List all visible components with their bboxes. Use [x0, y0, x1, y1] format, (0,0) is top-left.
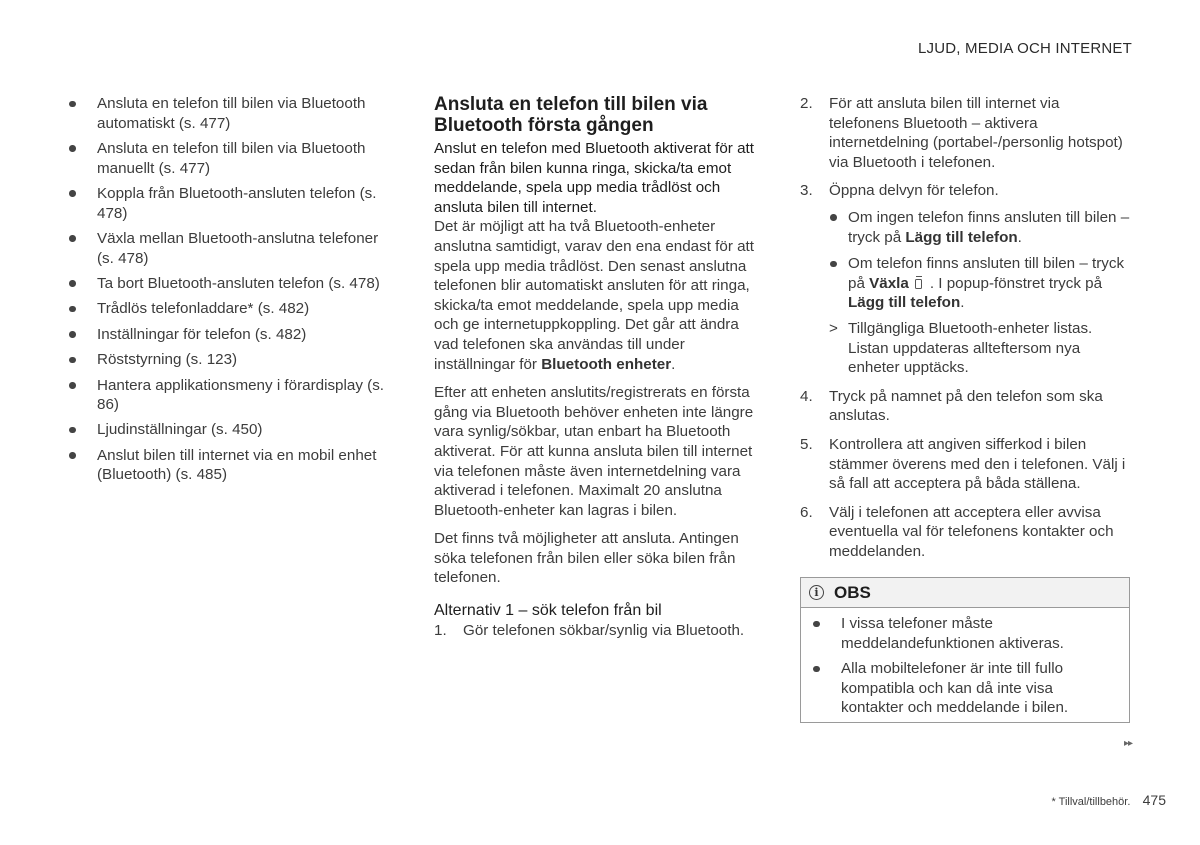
list-item — [829, 254, 1132, 313]
step-6 — [800, 503, 1132, 562]
section-title: Ansluta en telefon till bilen via Bluetooth första gången — [434, 94, 708, 136]
list-item: I vissa telefoner måste meddelandefunktionen aktiveras. — [812, 614, 1119, 653]
list-item[interactable]: Ansluta en telefon till bilen via Bluetooth automatiskt (s. 477) — [68, 94, 398, 133]
list-item[interactable]: Röststyrning (s. 123) — [68, 350, 398, 370]
page-number: 475 — [1142, 792, 1166, 808]
step-number: 5. — [800, 435, 813, 453]
step-5 — [800, 435, 1132, 494]
step-number: 3. — [800, 182, 813, 200]
list-item[interactable]: Trådlös telefonladdare* (s. 482) — [68, 299, 398, 319]
step-4 — [800, 387, 1132, 426]
list-item[interactable]: Inställningar för telefon (s. 482) — [68, 325, 398, 345]
result-marker: > — [829, 319, 838, 337]
add-phone-button: Lägg till telefon — [848, 294, 961, 312]
option-text: . I popup-fönstret tryck på — [929, 274, 1103, 292]
list-item[interactable]: Anslut bilen till internet via en mobil enhet (Bluetooth) (s. 485) — [68, 446, 398, 485]
related-links-list — [68, 94, 398, 485]
step-2 — [800, 94, 1132, 172]
note-header — [801, 578, 1129, 608]
step-3-options — [829, 208, 1132, 313]
steps-list-continued — [800, 94, 1132, 561]
list-item — [829, 208, 1132, 247]
list-item: Alla mobiltelefoner är inte till fullo kompatibla och kan då inte visa kontakter och meddelande i bilen. — [812, 659, 1119, 718]
step-3-result — [829, 319, 1132, 378]
list-item[interactable]: Växla mellan Bluetooth-anslutna telefoner (s. 478) — [68, 229, 398, 268]
step-text: Gör telefonen sökbar/synlig via Bluetooth. — [463, 622, 745, 640]
related-links-column — [68, 94, 398, 491]
page-footer — [1052, 792, 1166, 809]
bluetooth-devices-setting: Bluetooth enheter — [541, 355, 672, 373]
option-text: Om ingen telefon finns ansluten till bilen – tryck på — [848, 208, 1130, 246]
steps-column — [800, 94, 1132, 568]
step-text: Tryck på namnet på den telefon som ska anslutas. — [829, 387, 1103, 425]
add-phone-button: Lägg till telefon — [905, 228, 1018, 246]
continue-arrow-icon: ▸▸ — [1123, 738, 1132, 749]
paragraph-registration: Efter att enheten anslutits/registrerats en första gång via Bluetooth behöver enheten inte längre vara synlig/sökbar, utan enbart ha Bluetooth aktiverat. För att kunna ansluta bilen till internet via telefonen måste även internetdelning vara aktiverad i telefonen. Maximalt 20 anslutna Bluetooth-enheter kan lagras i bilen. — [434, 384, 754, 519]
note-title: OBS — [834, 582, 871, 602]
list-item[interactable]: Hantera applikationsmeny i förardisplay (s. 86) — [68, 376, 398, 415]
step-text: Kontrollera att angiven sifferkod i bilen stämmer överens med den i telefonen. Välj i så fall att acceptera på båda ställena. — [829, 435, 1126, 493]
note-list — [812, 614, 1119, 718]
list-item[interactable]: Ta bort Bluetooth-ansluten telefon (s. 478) — [68, 274, 398, 294]
step-text: Öppna delvyn för telefon. — [829, 182, 999, 200]
note-box — [800, 577, 1130, 723]
step-3 — [800, 181, 1132, 377]
result-text: Tillgängliga Bluetooth-enheter listas. Listan uppdateras allteftersom nya enheter upptäcks. — [848, 319, 1093, 377]
list-item[interactable]: Ansluta en telefon till bilen via Bluetooth manuellt (s. 477) — [68, 139, 398, 178]
footnote: * Tillval/tillbehör. — [1051, 796, 1131, 808]
step-text: Välj i telefonen att acceptera eller avvisa eventuella val för telefonens kontakter och meddelanden. — [829, 503, 1114, 560]
step-1 — [434, 621, 764, 641]
info-icon: i — [809, 585, 824, 600]
option-text: Om telefon finns ansluten till bilen – tryck på — [848, 255, 1125, 292]
step-number: 2. — [800, 95, 813, 112]
paragraph-end: . — [671, 355, 676, 373]
list-item[interactable]: Koppla från Bluetooth-ansluten telefon (s. 478) — [68, 184, 398, 223]
step-number: 4. — [800, 387, 813, 405]
list-item[interactable]: Ljudinställningar (s. 450) — [68, 420, 398, 440]
switch-button: Växla — [869, 274, 909, 292]
section-lead: Anslut en telefon med Bluetooth aktiverat för att sedan från bilen kunna ringa, skicka/ta emot meddelande, spela upp media trådlöst och ansluta bilen till internet. — [434, 140, 754, 216]
alternative-title: Alternativ 1 – sök telefon från bil — [434, 602, 662, 620]
paragraph-options: Det finns två möjligheter att ansluta. Antingen söka telefonen från bilen eller söka bilen från telefonen. — [434, 530, 739, 587]
section-column — [434, 94, 764, 648]
note-body — [801, 608, 1129, 718]
switch-phone-icon — [914, 276, 924, 290]
step-number: 1. — [434, 622, 447, 640]
paragraph-devices — [434, 217, 764, 374]
paragraph-text: Det är möjligt att ha två Bluetooth-enheter anslutna samtidigt, varav den ena endast för att spela upp media trådlöst. Den senast anslutna telefonen blir automatiskt ansluten för att ringa, skicka/ta emot meddelande, spela upp media och ge internetuppkoppling. Det går att ändra vad telefonen ska användas till under inställningar för — [434, 218, 754, 373]
step-text: För att ansluta bilen till internet via telefonens Bluetooth – aktivera internetdelning (portabel-/personlig hotspot) via Bluetooth i telefonen. — [829, 95, 1123, 171]
option-end: . — [960, 294, 965, 312]
page-header: LJUD, MEDIA OCH INTERNET — [918, 40, 1132, 57]
step-number: 6. — [800, 503, 813, 521]
steps-list-start — [434, 621, 764, 641]
option-end: . — [1017, 228, 1022, 246]
